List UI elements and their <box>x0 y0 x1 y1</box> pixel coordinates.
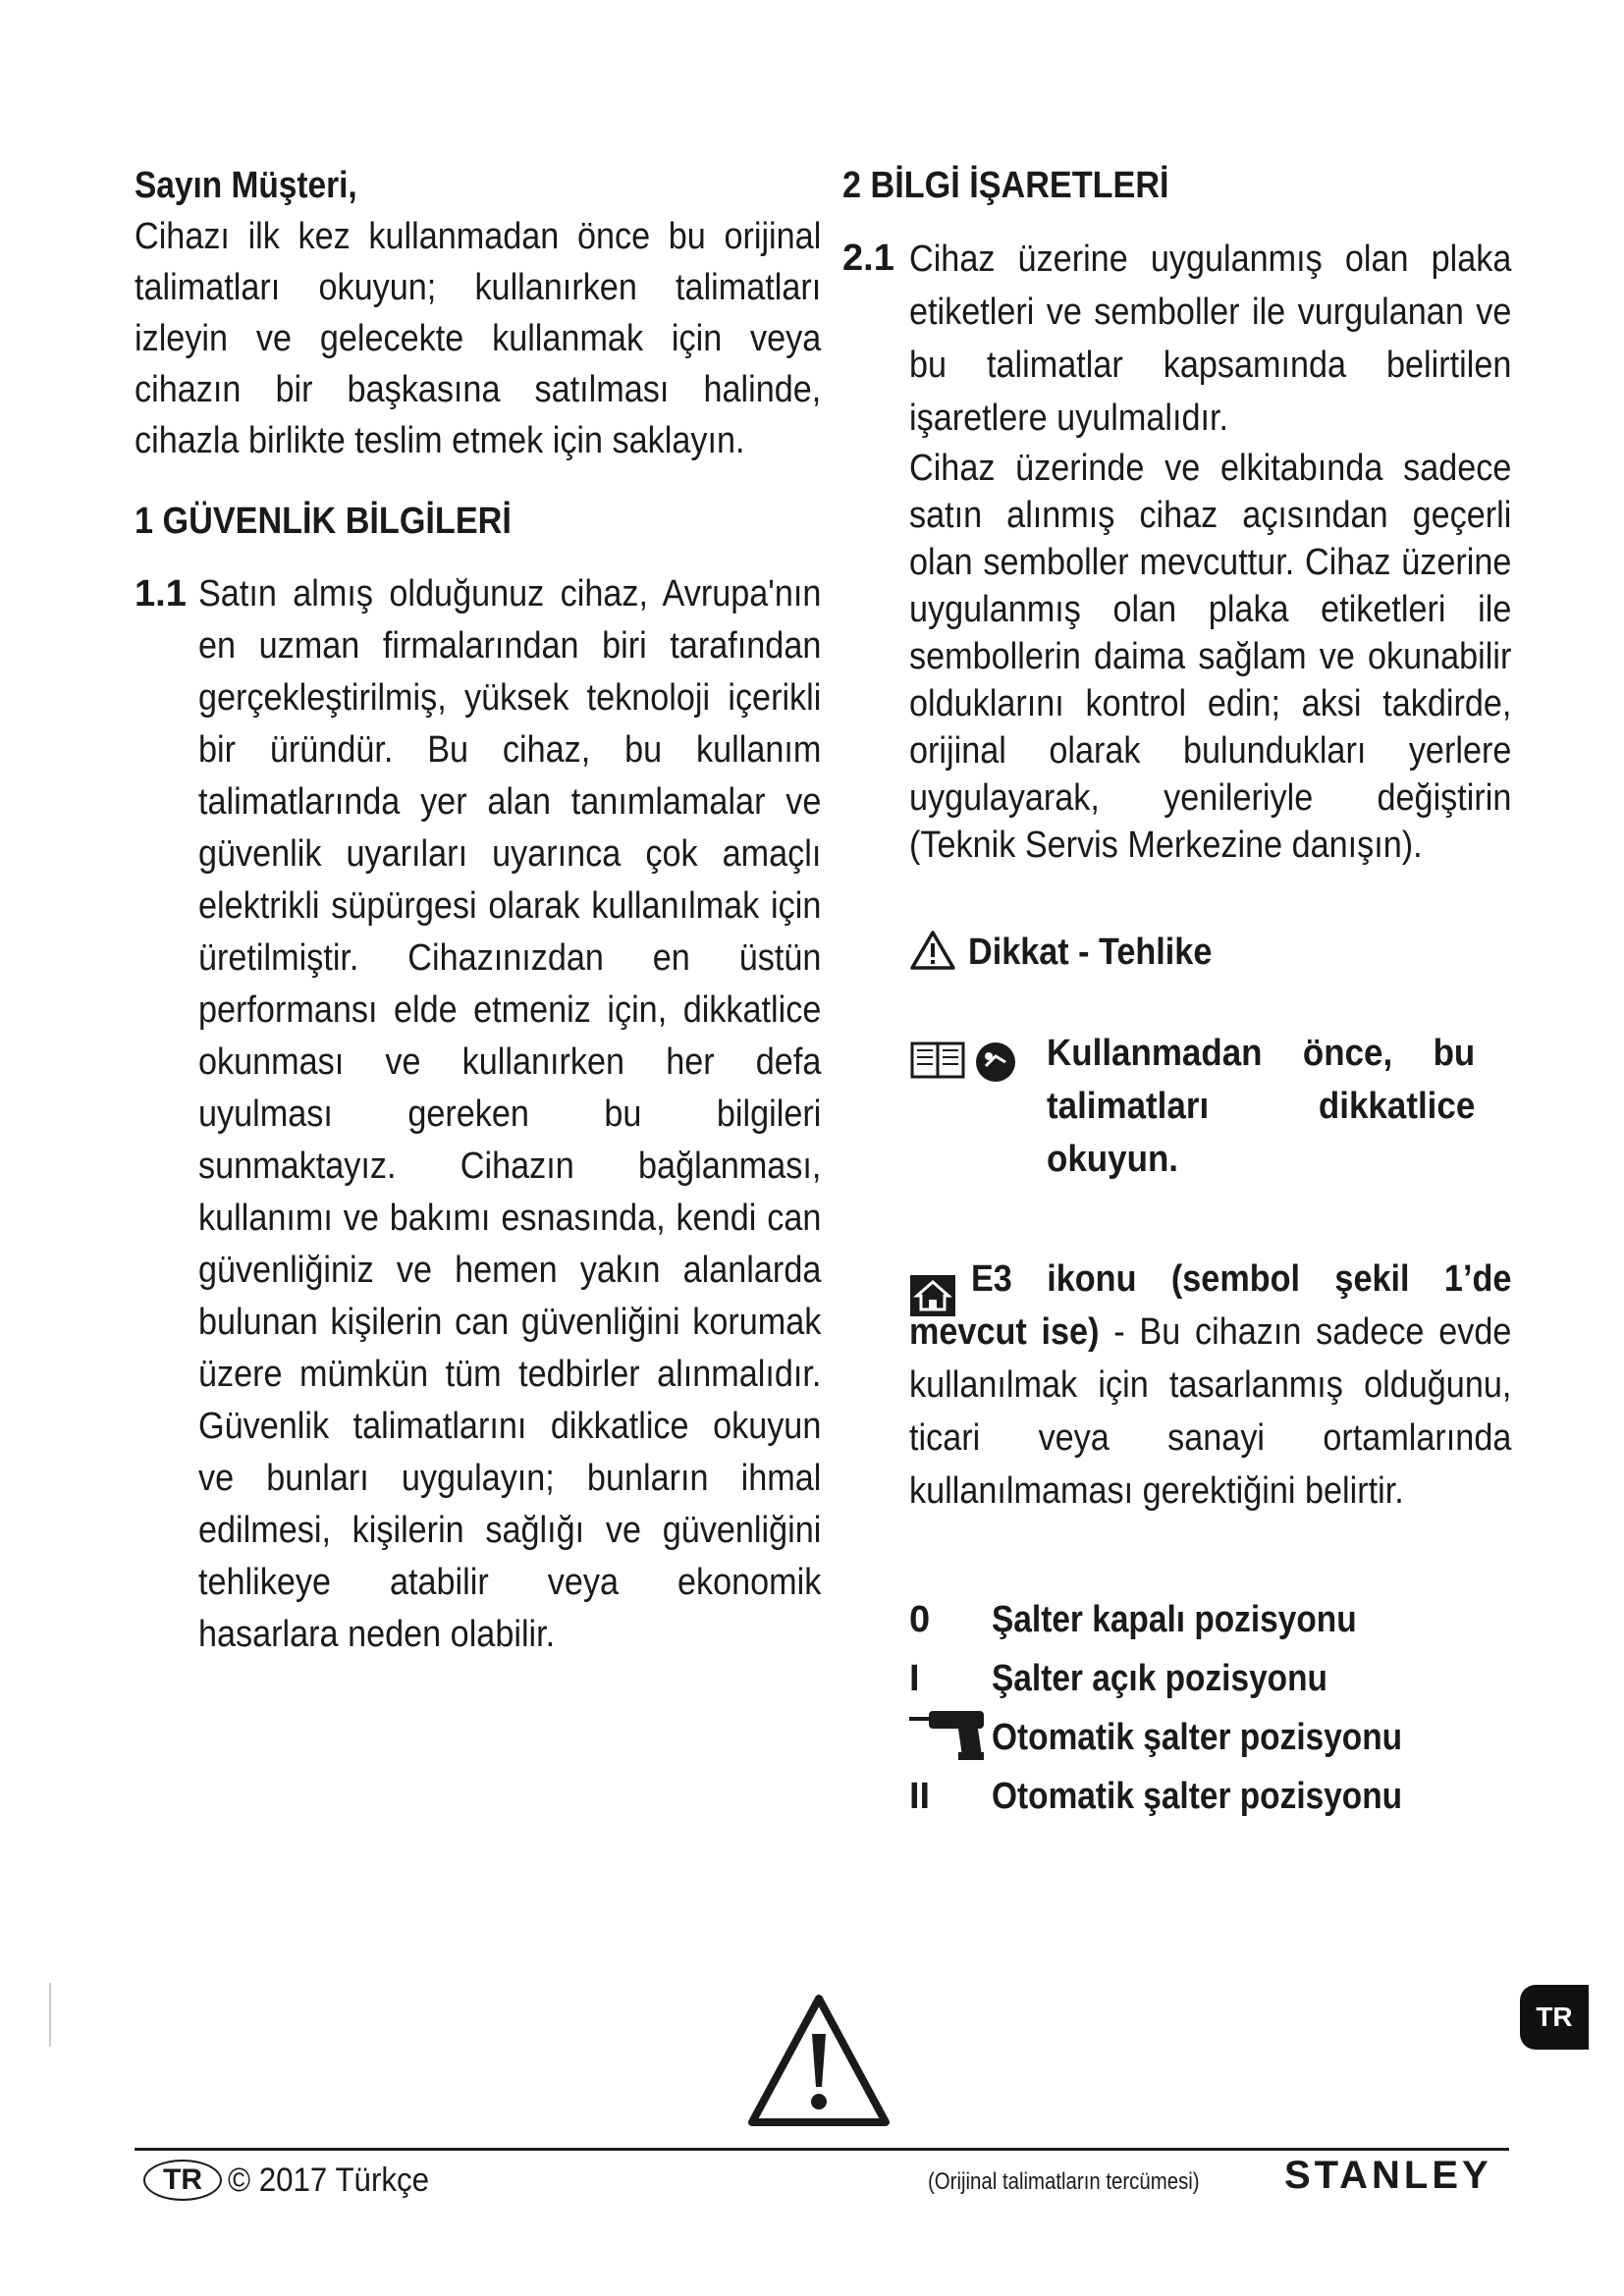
item-2-1 <box>842 233 1512 869</box>
warning-row <box>909 930 1512 976</box>
stanley-logo: STANLEY <box>1284 2154 1492 2197</box>
switch-key-auto: II <box>909 1775 931 1817</box>
e3-rest-text: - Bu cihazın sadece evde kullanılmak için tasarlanmış olduğunu, ticari veya sanayi ortamlarında kullanılmaması gerektiğini belirtir. <box>909 1311 1512 1512</box>
switch-label-auto-tool: Otomatik şalter pozisyonu <box>992 1716 1403 1758</box>
read-instructions-text: Kullanmadan önce, bu talimatları dikkatlice okuyun. <box>1046 1033 1476 1180</box>
warning-label: Dikkat - Tehlike <box>968 932 1213 973</box>
switch-row-auto-tool <box>909 1708 1512 1767</box>
switch-key-on: I <box>909 1657 920 1699</box>
switch-list <box>909 1590 1512 1826</box>
footer-copyright: © 2017 Türkçe <box>228 2161 430 2199</box>
language-badge: TR <box>1520 1985 1589 2050</box>
e3-icon-block <box>909 1253 1512 1518</box>
right-column <box>842 162 1512 1826</box>
switch-row-off <box>909 1590 1512 1649</box>
read-instructions-row <box>909 1027 1512 1186</box>
item-1-1-number: 1.1 <box>135 573 187 614</box>
item-2-1-number: 2.1 <box>842 238 894 279</box>
read-manual-icon <box>974 1041 1017 1089</box>
margin-tick <box>49 1983 51 2047</box>
switch-row-auto <box>909 1767 1512 1826</box>
read-icons <box>909 1041 1037 1089</box>
item-2-1-text-1: Cihaz üzerine uygulanmış olan plaka etiketleri ve semboller ile vurgulanan ve bu talimatlar kapsamında belirtilen işaretlere uyulmalıdır. <box>909 239 1512 439</box>
item-1-1-text: Satın almış olduğunuz cihaz, Avrupa'nın en uzman firmalarından biri tarafından gerçekleştirilmiş, yüksek teknoloji içerikli bir üründür. Bu cihaz, bu kullanım talimatlarında yer alan tanımlamalar ve güvenlik uyarıları uyarınca çok amaçlı elektrikli süpürgesi olarak kullanılmak için üretilmiştir. Cihazınızdan en üstün performansı elde etmeniz için, dikkatlice okunması ve kullanırken her defa uyulması gereken bu bilgileri sunmaktayız. Cihazın bağlanması, kullanımı ve bakımı esnasında, kendi can güvenliğiniz ve hemen yakın alanlarda bulunan kişilerin can güvenliğini korumak üzere mümkün tüm tedbirler alınmalıdır. Güvenlik talimatlarını dikkatlice okuyun ve bunları uygulayın; bunların ihmal edilmesi, kişilerin sağlığı ve güvenliğini tehlikeye atabilir veya ekonomik hasarlara neden olabilir. <box>198 573 822 1655</box>
switch-key-off: 0 <box>909 1598 931 1640</box>
footer-language <box>143 2160 447 2201</box>
section-1-heading: 1 GÜVENLİK BİLGİLERİ <box>135 501 512 542</box>
large-warning-icon <box>746 1993 892 2133</box>
e3-bold-text: E3 ikonu (sembol şekil 1’de mevcut ise) <box>909 1258 1512 1353</box>
greeting: Sayın Müşteri, <box>135 165 357 206</box>
section-2-heading: 2 BİLGİ İŞARETLERİ <box>842 165 1169 206</box>
e3-text <box>909 1253 1511 1518</box>
footer-tr-oval: TR <box>143 2160 222 2201</box>
book-icon <box>909 1041 966 1089</box>
footer-rule <box>135 2148 1509 2151</box>
switch-label-on: Şalter açık pozisyonu <box>992 1657 1327 1699</box>
intro-paragraph: Cihazı ilk kez kullanmadan önce bu orijinal talimatları okuyun; kullanırken talimatları izleyin ve gelecekte kullanmak için veya cihazın bir başkasına satılması halinde, cihazla birlikte teslim etmek için saklayın. <box>135 216 822 461</box>
power-tool-icon <box>909 1705 992 1770</box>
item-1-1 <box>135 568 822 1661</box>
left-column <box>135 162 822 1661</box>
warning-triangle-icon <box>909 930 956 976</box>
item-2-1-text-2: Cihaz üzerinde ve elkitabında sadece satın alınmış cihaz açısından geçerli olan semboller mevcuttur. Cihaz üzerine uygulanmış olan plaka etiketleri ile sembollerin daima sağlam ve okunabilir olduklarını kontrol edin; aksi takdirde, orijinal olarak bulundukları yerlere uygulayarak, yenileriyle değiştirin (Teknik Servis Merkezine danışın). <box>909 448 1512 866</box>
switch-row-on <box>909 1649 1512 1708</box>
switch-label-auto: Otomatik şalter pozisyonu <box>992 1775 1403 1817</box>
footer-translation-note: (Orijinal talimatların tercümesi) <box>928 2168 1200 2195</box>
switch-label-off: Şalter kapalı pozisyonu <box>992 1598 1357 1640</box>
